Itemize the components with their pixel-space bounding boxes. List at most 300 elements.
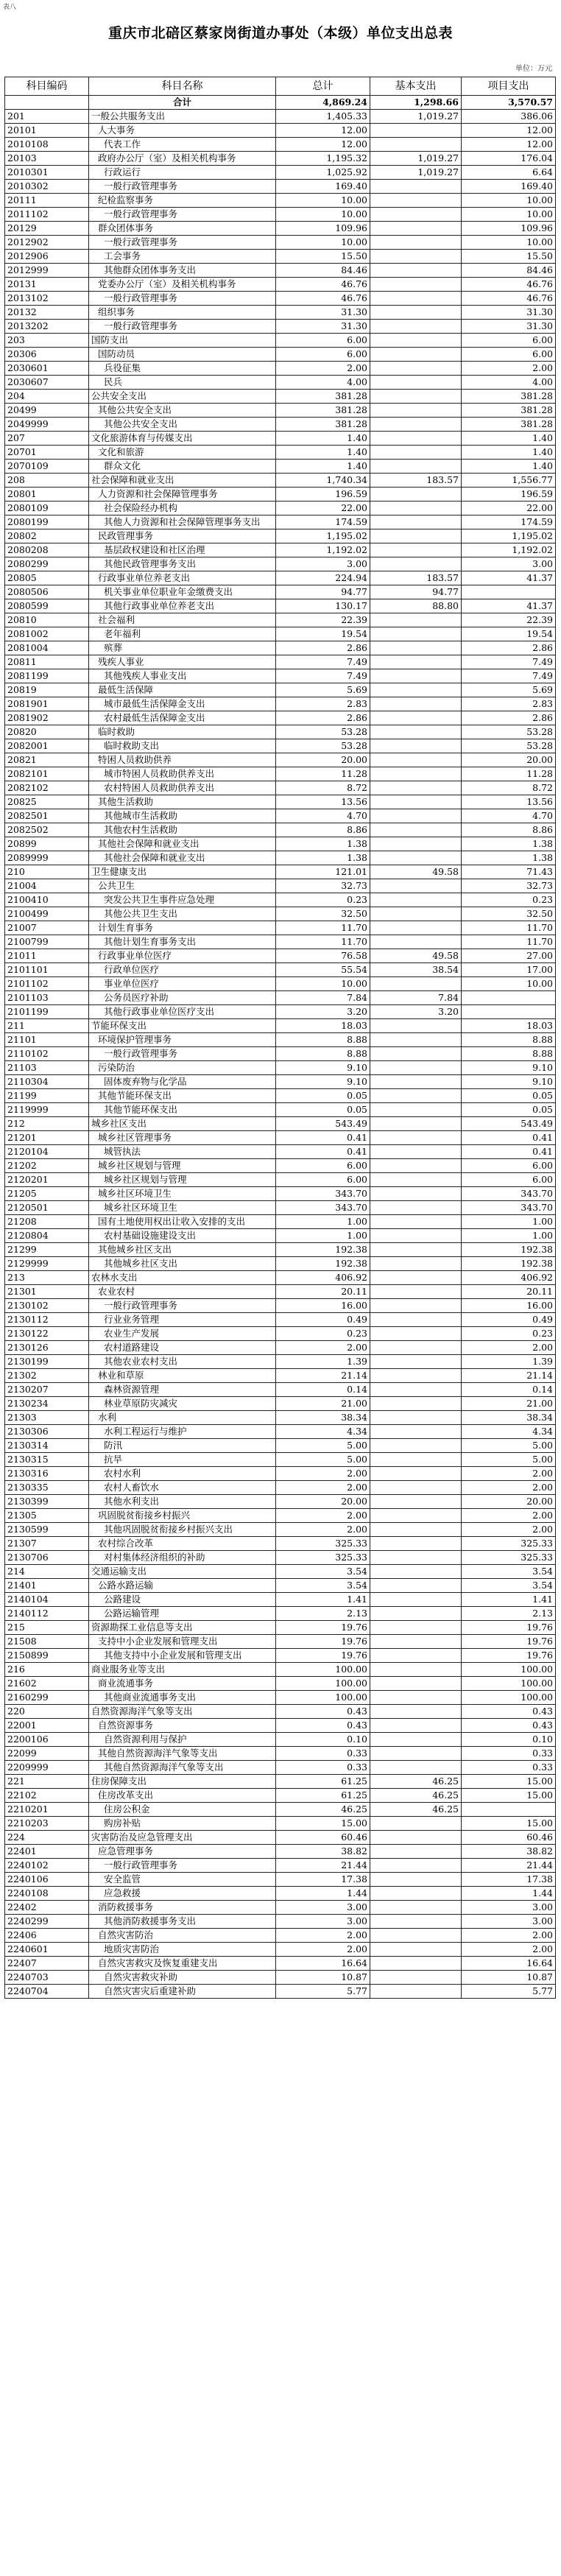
table-row	[5, 1663, 556, 1677]
table-row	[5, 1817, 556, 1831]
cell-name: 自然灾害救灾及恢复重建支出	[89, 1957, 276, 1971]
cell-total: 0.33	[276, 1761, 370, 1775]
cell-project: 4.34	[462, 1425, 556, 1439]
cell-name: 住房公积金	[89, 1803, 276, 1817]
cell-name: 巩固脱贫衔接乡村振兴	[89, 1509, 276, 1523]
cell-total: 20.00	[276, 1495, 370, 1509]
table-row	[5, 515, 556, 529]
cell-total: 60.46	[276, 1831, 370, 1845]
cell-name: 其他行政事业单位医疗支出	[89, 1005, 276, 1019]
cell-name: 城乡社区支出	[89, 1117, 276, 1131]
cell-basic	[370, 1467, 462, 1481]
cell-name: 行政事业单位医疗	[89, 949, 276, 963]
cell-basic: 94.77	[370, 585, 462, 599]
cell-name: 兵役征集	[89, 362, 276, 376]
cell-name: 群众文化	[89, 460, 276, 474]
cell-total: 10.00	[276, 194, 370, 208]
table-row	[5, 1019, 556, 1033]
column-header-basic: 基本支出	[370, 77, 462, 96]
cell-basic	[370, 1355, 462, 1369]
cell-name: 农村人畜饮水	[89, 1481, 276, 1495]
cell-project: 15.50	[462, 250, 556, 264]
cell-name: 灾害防治及应急管理支出	[89, 1831, 276, 1845]
table-row	[5, 236, 556, 250]
cell-code: 2011102	[5, 208, 89, 222]
cell-total: 32.73	[276, 879, 370, 893]
cell-basic	[370, 1061, 462, 1075]
cell-project: 31.30	[462, 320, 556, 334]
cell-basic	[370, 1243, 462, 1257]
cell-total: 11.70	[276, 921, 370, 935]
cell-basic: 3.20	[370, 1005, 462, 1019]
cell-basic	[370, 1719, 462, 1733]
cell-code: 2010108	[5, 138, 89, 152]
table-row	[5, 599, 556, 613]
cell-total: 6.00	[276, 1159, 370, 1173]
cell-name: 国防动员	[89, 348, 276, 362]
cell-project: 343.70	[462, 1201, 556, 1215]
cell-name: 其他消防救援事务支出	[89, 1915, 276, 1929]
cell-code: 2013202	[5, 320, 89, 334]
cell-project: 0.14	[462, 1383, 556, 1397]
cell-basic: 183.57	[370, 571, 462, 585]
cell-code: 2080506	[5, 585, 89, 599]
cell-project: 19.76	[462, 1649, 556, 1663]
cell-code: 2110304	[5, 1075, 89, 1089]
table-row	[5, 823, 556, 837]
cell-total: 381.28	[276, 404, 370, 418]
cell-total: 22.39	[276, 613, 370, 627]
cell-name: 群众团体事务	[89, 222, 276, 236]
table-row	[5, 865, 556, 879]
cell-total: 1.38	[276, 851, 370, 865]
cell-total: 174.59	[276, 515, 370, 529]
cell-basic	[370, 1425, 462, 1439]
table-row	[5, 753, 556, 767]
cell-name: 农业农村	[89, 1285, 276, 1299]
cell-basic	[370, 1607, 462, 1621]
cell-total: 1.40	[276, 446, 370, 460]
cell-basic	[370, 1649, 462, 1663]
cell-total: 100.00	[276, 1663, 370, 1677]
cell-code: 2130399	[5, 1495, 89, 1509]
table-row	[5, 152, 556, 166]
cell-project: 19.76	[462, 1635, 556, 1649]
cell-code: 2130706	[5, 1551, 89, 1565]
cell-total: 1.40	[276, 460, 370, 474]
cell-project: 13.56	[462, 795, 556, 809]
cell-name: 应急管理事务	[89, 1845, 276, 1859]
cell-basic	[370, 697, 462, 711]
cell-project: 4.70	[462, 809, 556, 823]
cell-code: 22401	[5, 1845, 89, 1859]
cell-basic	[370, 1229, 462, 1243]
table-row	[5, 963, 556, 977]
table-row	[5, 194, 556, 208]
cell-code: 20819	[5, 683, 89, 697]
cell-code: 2081004	[5, 641, 89, 655]
table-row	[5, 1117, 556, 1131]
cell-total: 10.00	[276, 236, 370, 250]
cell-total: 94.77	[276, 585, 370, 599]
cell-project: 192.38	[462, 1257, 556, 1271]
cell-name: 城乡社区环境卫生	[89, 1187, 276, 1201]
table-row	[5, 949, 556, 963]
cell-basic	[370, 557, 462, 571]
cell-basic	[370, 1341, 462, 1355]
cell-basic	[370, 1733, 462, 1747]
cell-basic	[370, 124, 462, 138]
table-row	[5, 110, 556, 124]
cell-basic	[370, 1369, 462, 1383]
cell-project: 12.00	[462, 138, 556, 152]
cell-project: 8.86	[462, 823, 556, 837]
cell-basic: 46.25	[370, 1789, 462, 1803]
cell-code: 21301	[5, 1285, 89, 1299]
cell-project: 9.10	[462, 1061, 556, 1075]
cell-name: 人力资源和社会保障管理事务	[89, 488, 276, 502]
cell-name: 社会福利	[89, 613, 276, 627]
cell-total: 1,192.02	[276, 543, 370, 557]
cell-project: 1.41	[462, 1593, 556, 1607]
cell-total: 343.70	[276, 1187, 370, 1201]
cell-code: 20820	[5, 725, 89, 739]
cell-basic	[370, 1075, 462, 1089]
table-row	[5, 138, 556, 152]
table-row	[5, 362, 556, 376]
cell-project: 20.11	[462, 1285, 556, 1299]
cell-code: 2120501	[5, 1201, 89, 1215]
cell-code: 2130126	[5, 1341, 89, 1355]
table-row	[5, 1033, 556, 1047]
cell-total: 1.38	[276, 837, 370, 851]
cell-name: 商业流通事务	[89, 1677, 276, 1691]
cell-basic	[370, 208, 462, 222]
cell-name: 其他城乡社区支出	[89, 1243, 276, 1257]
cell-code: 22001	[5, 1719, 89, 1733]
cell-total: 3.00	[276, 1915, 370, 1929]
cell-project: 60.46	[462, 1831, 556, 1845]
table-row	[5, 1761, 556, 1775]
cell-basic	[370, 348, 462, 362]
cell-code: 2100410	[5, 893, 89, 907]
table-row	[5, 1061, 556, 1075]
cell-project: 0.23	[462, 1327, 556, 1341]
cell-total: 3.20	[276, 1005, 370, 1019]
table-row	[5, 1495, 556, 1509]
cell-project: 12.00	[462, 124, 556, 138]
cell-project: 196.59	[462, 488, 556, 502]
cell-project: 32.50	[462, 907, 556, 921]
cell-name: 其他农业农村支出	[89, 1355, 276, 1369]
table-row	[5, 627, 556, 641]
cell-code: 2130207	[5, 1383, 89, 1397]
cell-name: 其他社会保障和就业支出	[89, 837, 276, 851]
table-row	[5, 1887, 556, 1901]
cell-project: 1.38	[462, 837, 556, 851]
cell-name: 农林水支出	[89, 1271, 276, 1285]
table-row	[5, 1215, 556, 1229]
cell-basic: 1,019.27	[370, 166, 462, 180]
cell-code: 21302	[5, 1369, 89, 1383]
cell-basic	[370, 977, 462, 991]
cell-project: 3,570.57	[462, 96, 556, 110]
cell-name: 一般行政管理事务	[89, 1299, 276, 1313]
cell-project: 46.76	[462, 278, 556, 292]
cell-code: 2120104	[5, 1145, 89, 1159]
cell-code: 21004	[5, 879, 89, 893]
cell-project: 100.00	[462, 1677, 556, 1691]
cell-code: 2130112	[5, 1313, 89, 1327]
cell-name: 一般行政管理事务	[89, 180, 276, 194]
cell-project: 1,192.02	[462, 543, 556, 557]
cell-total: 2.13	[276, 1607, 370, 1621]
cell-basic	[370, 446, 462, 460]
cell-project: 174.59	[462, 515, 556, 529]
cell-code: 22407	[5, 1957, 89, 1971]
cell-basic	[370, 1957, 462, 1971]
cell-name: 自然资源海洋气象等支出	[89, 1705, 276, 1719]
cell-project: 1.40	[462, 432, 556, 446]
cell-total: 1.39	[276, 1355, 370, 1369]
cell-project: 20.00	[462, 1495, 556, 1509]
table-row	[5, 1285, 556, 1299]
cell-basic	[370, 1859, 462, 1873]
cell-project: 2.00	[462, 1943, 556, 1957]
table-row	[5, 697, 556, 711]
cell-code: 221	[5, 1775, 89, 1789]
cell-name: 环境保护管理事务	[89, 1033, 276, 1047]
cell-basic	[370, 1313, 462, 1327]
cell-name: 社会保险经办机构	[89, 502, 276, 515]
cell-name: 其他巩固脱贫衔接乡村振兴支出	[89, 1523, 276, 1537]
cell-code: 22402	[5, 1901, 89, 1915]
cell-total: 6.00	[276, 1173, 370, 1187]
cell-project: 2.00	[462, 362, 556, 376]
cell-name: 工会事务	[89, 250, 276, 264]
cell-code: 21007	[5, 921, 89, 935]
cell-name: 其他行政事业单位养老支出	[89, 599, 276, 613]
cell-name: 支持中小企业发展和管理支出	[89, 1635, 276, 1649]
cell-code: 20111	[5, 194, 89, 208]
cell-name: 人大事务	[89, 124, 276, 138]
cell-total: 16.00	[276, 1299, 370, 1313]
cell-project: 0.05	[462, 1089, 556, 1103]
cell-total: 169.40	[276, 180, 370, 194]
cell-name: 农业生产发展	[89, 1327, 276, 1341]
cell-name: 公路水路运输	[89, 1579, 276, 1593]
cell-name: 其他节能环保支出	[89, 1089, 276, 1103]
cell-basic	[370, 935, 462, 949]
cell-code: 22099	[5, 1747, 89, 1761]
cell-basic	[370, 1103, 462, 1117]
table-row	[5, 1369, 556, 1383]
cell-basic	[370, 180, 462, 194]
cell-code: 20801	[5, 488, 89, 502]
cell-name: 城市特困人员救助供养支出	[89, 767, 276, 781]
cell-basic	[370, 390, 462, 404]
cell-basic	[370, 879, 462, 893]
cell-basic: 1,298.66	[370, 96, 462, 110]
cell-code: 2082502	[5, 823, 89, 837]
total-row	[5, 96, 556, 110]
table-row	[5, 502, 556, 515]
cell-basic	[370, 711, 462, 725]
table-row	[5, 683, 556, 697]
cell-name: 组织事务	[89, 306, 276, 320]
table-row	[5, 921, 556, 935]
cell-name: 固体废弃物与化学品	[89, 1075, 276, 1089]
cell-basic	[370, 683, 462, 697]
cell-project: 53.28	[462, 739, 556, 753]
cell-basic	[370, 1705, 462, 1719]
cell-project: 71.43	[462, 865, 556, 879]
cell-project: 8.72	[462, 781, 556, 795]
cell-name: 水利工程运行与维护	[89, 1425, 276, 1439]
cell-total: 381.28	[276, 418, 370, 432]
cell-name: 合计	[89, 96, 276, 110]
cell-total: 10.00	[276, 208, 370, 222]
cell-code: 2130316	[5, 1467, 89, 1481]
cell-project: 1.38	[462, 851, 556, 865]
cell-name: 商业服务业等支出	[89, 1663, 276, 1677]
cell-code: 2240704	[5, 1985, 89, 1999]
header-row	[5, 77, 556, 96]
table-row	[5, 1677, 556, 1691]
cell-basic	[370, 1187, 462, 1201]
cell-code: 21508	[5, 1635, 89, 1649]
cell-total: 21.00	[276, 1397, 370, 1411]
cell-project: 2.86	[462, 641, 556, 655]
cell-total: 1.00	[276, 1215, 370, 1229]
cell-basic	[370, 655, 462, 669]
table-row	[5, 879, 556, 893]
cell-basic	[370, 1593, 462, 1607]
cell-code: 2150899	[5, 1649, 89, 1663]
cell-code: 2130599	[5, 1523, 89, 1537]
cell-name: 一般行政管理事务	[89, 292, 276, 306]
cell-name: 其他残疾人事业支出	[89, 669, 276, 683]
table-row	[5, 460, 556, 474]
cell-basic: 1,019.27	[370, 152, 462, 166]
cell-total: 0.14	[276, 1383, 370, 1397]
cell-code: 212	[5, 1117, 89, 1131]
cell-name: 自然灾害灾后重建补助	[89, 1985, 276, 1999]
cell-name: 其他城市生活救助	[89, 809, 276, 823]
cell-total: 1,025.92	[276, 166, 370, 180]
table-row	[5, 767, 556, 781]
table-row	[5, 1397, 556, 1411]
cell-name: 文化和旅游	[89, 446, 276, 460]
cell-project: 18.03	[462, 1019, 556, 1033]
table-row	[5, 166, 556, 180]
cell-code: 2210203	[5, 1817, 89, 1831]
cell-basic	[370, 1453, 462, 1467]
cell-project: 1.40	[462, 460, 556, 474]
cell-name: 应急救援	[89, 1887, 276, 1901]
cell-total: 5.77	[276, 1985, 370, 1999]
cell-total: 0.33	[276, 1747, 370, 1761]
cell-name: 城管执法	[89, 1145, 276, 1159]
cell-basic	[370, 781, 462, 795]
cell-project: 6.00	[462, 348, 556, 362]
cell-code: 21205	[5, 1187, 89, 1201]
cell-basic	[370, 362, 462, 376]
cell-basic	[370, 1481, 462, 1495]
cell-project: 1.44	[462, 1887, 556, 1901]
cell-total: 5.00	[276, 1453, 370, 1467]
cell-code: 20811	[5, 655, 89, 669]
table-row	[5, 1159, 556, 1173]
cell-total: 0.43	[276, 1705, 370, 1719]
cell-code: 2100499	[5, 907, 89, 921]
cell-code: 224	[5, 1831, 89, 1845]
cell-project: 5.77	[462, 1985, 556, 1999]
table-row	[5, 655, 556, 669]
cell-total: 2.00	[276, 1341, 370, 1355]
cell-name: 其他群众团体事务支出	[89, 264, 276, 278]
cell-total: 55.54	[276, 963, 370, 977]
cell-total: 109.96	[276, 222, 370, 236]
cell-basic	[370, 851, 462, 865]
cell-basic	[370, 1537, 462, 1551]
table-row	[5, 418, 556, 432]
cell-name: 农村特困人员救助供养支出	[89, 781, 276, 795]
cell-code: 2049999	[5, 418, 89, 432]
table-number-label: 表八	[3, 4, 17, 11]
cell-project: 3.00	[462, 557, 556, 571]
cell-code: 21199	[5, 1089, 89, 1103]
cell-total: 38.82	[276, 1845, 370, 1859]
cell-project: 2.00	[462, 1523, 556, 1537]
cell-basic	[370, 1929, 462, 1943]
cell-name: 老年福利	[89, 627, 276, 641]
cell-name: 国防支出	[89, 334, 276, 348]
cell-total: 6.00	[276, 348, 370, 362]
table-row	[5, 1537, 556, 1551]
cell-total: 1.00	[276, 1229, 370, 1243]
cell-basic	[370, 376, 462, 390]
cell-total: 1.40	[276, 432, 370, 446]
table-row	[5, 837, 556, 851]
unit-label: 单位：万元	[515, 65, 552, 73]
cell-basic	[370, 460, 462, 474]
cell-project: 6.64	[462, 166, 556, 180]
cell-name: 污染防治	[89, 1061, 276, 1075]
cell-total: 15.00	[276, 1817, 370, 1831]
cell-project: 100.00	[462, 1691, 556, 1705]
cell-total: 46.25	[276, 1803, 370, 1817]
cell-code: 22102	[5, 1789, 89, 1803]
cell-total: 2.00	[276, 1467, 370, 1481]
cell-code: 2010302	[5, 180, 89, 194]
cell-basic: 49.58	[370, 865, 462, 879]
cell-code: 2130315	[5, 1453, 89, 1467]
cell-basic	[370, 264, 462, 278]
cell-basic	[370, 334, 462, 348]
cell-total: 2.00	[276, 1929, 370, 1943]
cell-code: 2101102	[5, 977, 89, 991]
cell-basic	[370, 1089, 462, 1103]
cell-basic	[370, 222, 462, 236]
cell-project: 343.70	[462, 1187, 556, 1201]
cell-total: 325.33	[276, 1537, 370, 1551]
cell-name: 自然资源利用与保护	[89, 1733, 276, 1747]
cell-code: 21201	[5, 1131, 89, 1145]
cell-code: 2080109	[5, 502, 89, 515]
cell-total: 4.34	[276, 1425, 370, 1439]
cell-code: 2129999	[5, 1257, 89, 1271]
